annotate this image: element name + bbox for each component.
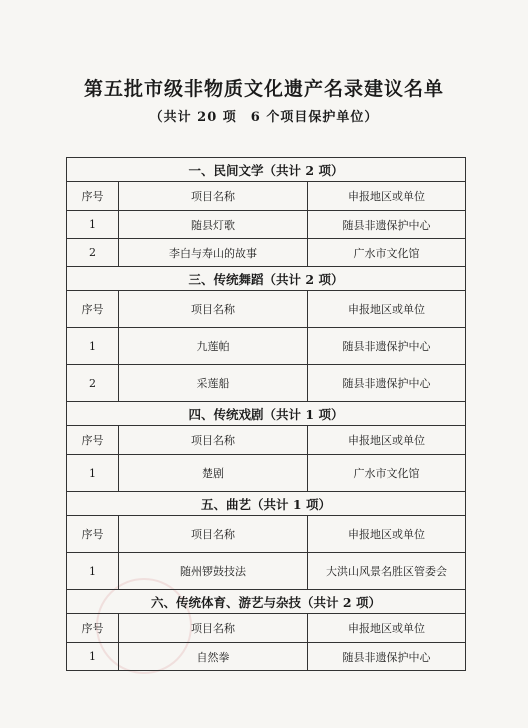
row-name: 随县灯歌 (119, 211, 308, 239)
header-region: 申报地区或单位 (308, 426, 466, 455)
row-region: 随县非遗保护中心 (308, 211, 466, 239)
row-no: 1 (67, 211, 119, 239)
section-heading-row (67, 158, 466, 182)
table-row (67, 328, 466, 365)
section-heading-row (67, 267, 466, 291)
table-row (67, 239, 466, 267)
row-name: 九莲帕 (119, 328, 308, 365)
row-name: 楚剧 (119, 455, 308, 492)
header-name: 项目名称 (119, 182, 308, 211)
row-name: 采莲船 (119, 365, 308, 402)
column-header-row (67, 182, 466, 211)
row-name: 随州锣鼓技法 (119, 553, 308, 590)
header-no: 序号 (67, 614, 119, 643)
section-heading-row (67, 492, 466, 516)
section-heading: 五、曲艺（共计 1 项） (67, 492, 466, 516)
section-heading: 四、传统戏剧（共计 1 项） (67, 402, 466, 426)
header-name: 项目名称 (119, 614, 308, 643)
header-no: 序号 (67, 516, 119, 553)
document-title: 第五批市级非物质文化遗产名录建议名单 (83, 78, 444, 100)
header-no: 序号 (67, 426, 119, 455)
header-no: 序号 (67, 182, 119, 211)
row-no: 1 (67, 643, 119, 671)
section-heading: 一、民间文学（共计 2 项） (67, 158, 466, 182)
header-region: 申报地区或单位 (308, 614, 466, 643)
section-heading-row (67, 402, 466, 426)
table-row (67, 643, 466, 671)
row-no: 1 (67, 553, 119, 590)
row-region: 广水市文化馆 (308, 239, 466, 267)
row-no: 1 (67, 455, 119, 492)
header-region: 申报地区或单位 (308, 182, 466, 211)
header-name: 项目名称 (119, 426, 308, 455)
header-name: 项目名称 (119, 516, 308, 553)
row-region: 随县非遗保护中心 (308, 365, 466, 402)
table-row (67, 365, 466, 402)
row-name: 李白与寿山的故事 (119, 239, 308, 267)
column-header-row (67, 291, 466, 328)
table-row (67, 455, 466, 492)
row-name: 自然拳 (119, 643, 308, 671)
header-region: 申报地区或单位 (308, 291, 466, 328)
header-no: 序号 (67, 291, 119, 328)
column-header-row (67, 426, 466, 455)
table-row (67, 553, 466, 590)
section-heading: 三、传统舞蹈（共计 2 项） (67, 267, 466, 291)
document-subtitle: （共计 20 项 6 个项目保护单位） (149, 110, 379, 125)
column-header-row (67, 614, 466, 643)
column-header-row (67, 516, 466, 553)
header-region: 申报地区或单位 (308, 516, 466, 553)
row-no: 2 (67, 239, 119, 267)
heritage-list-table (66, 157, 466, 671)
table-row (67, 211, 466, 239)
header-name: 项目名称 (119, 291, 308, 328)
row-region: 广水市文化馆 (308, 455, 466, 492)
row-region: 随县非遗保护中心 (308, 328, 466, 365)
row-no: 1 (67, 328, 119, 365)
section-heading-row (67, 590, 466, 614)
section-heading: 六、传统体育、游艺与杂技（共计 2 项） (67, 590, 466, 614)
row-region: 大洪山风景名胜区管委会 (308, 553, 466, 590)
row-region: 随县非遗保护中心 (308, 643, 466, 671)
row-no: 2 (67, 365, 119, 402)
